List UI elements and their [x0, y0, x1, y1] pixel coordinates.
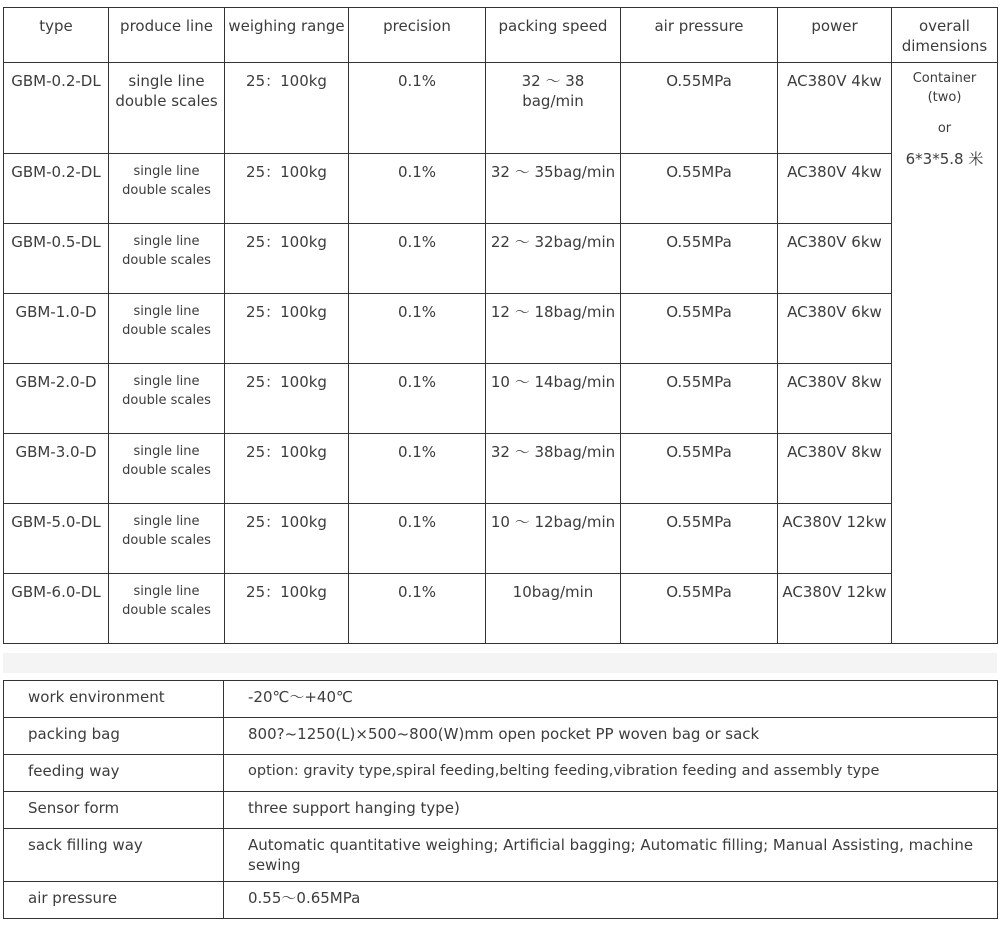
table-row: [4, 224, 998, 294]
property-label: sack filling way: [4, 829, 224, 882]
header-air-pressure: air pressure: [621, 8, 778, 63]
cell-produce-line: single line double scales: [109, 294, 225, 364]
property-label: air pressure: [4, 882, 224, 919]
dimension-line-size: 6*3*5.8 米: [905, 150, 984, 168]
table-row: [4, 574, 998, 644]
header-packing-speed: packing speed: [486, 8, 621, 63]
cell-packing-speed: 10 ～ 12bag/min: [486, 504, 621, 574]
cell-power: AC380V 4kw: [778, 63, 892, 154]
table-row: [4, 434, 998, 504]
cell-produce-line: single line double scales: [109, 434, 225, 504]
property-label: packing bag: [4, 718, 224, 755]
property-value: 800?~1250(L)×500~800(W)mm open pocket PP woven bag or sack: [224, 718, 998, 755]
cell-weighing-range: 25：100kg: [225, 574, 349, 644]
cell-precision: 0.1%: [349, 574, 486, 644]
cell-packing-speed: 32 ～ 35bag/min: [486, 154, 621, 224]
property-value: 0.55～0.65MPa: [224, 882, 998, 919]
cell-air-pressure: O.55MPa: [621, 154, 778, 224]
cell-precision: 0.1%: [349, 364, 486, 434]
cell-precision: 0.1%: [349, 504, 486, 574]
cell-precision: 0.1%: [349, 434, 486, 504]
cell-precision: 0.1%: [349, 294, 486, 364]
cell-packing-speed: 10 ～ 14bag/min: [486, 364, 621, 434]
table-row: [4, 294, 998, 364]
cell-air-pressure: O.55MPa: [621, 364, 778, 434]
cell-weighing-range: 25：100kg: [225, 63, 349, 154]
table-row: [4, 681, 998, 718]
cell-air-pressure: O.55MPa: [621, 434, 778, 504]
cell-type: GBM-1.0-D: [4, 294, 109, 364]
property-value: option: gravity type,spiral feeding,belting feeding,vibration feeding and assembly type: [224, 755, 998, 792]
cell-weighing-range: 25：100kg: [225, 154, 349, 224]
cell-precision: 0.1%: [349, 63, 486, 154]
cell-type: GBM-3.0-D: [4, 434, 109, 504]
cell-type: GBM-6.0-DL: [4, 574, 109, 644]
cell-type: GBM-5.0-DL: [4, 504, 109, 574]
cell-power: AC380V 6kw: [778, 224, 892, 294]
dimension-line-two: (two): [927, 90, 962, 105]
dimension-line-or: or: [937, 121, 952, 136]
cell-packing-speed: 22 ～ 32bag/min: [486, 224, 621, 294]
cell-air-pressure: O.55MPa: [621, 63, 778, 154]
properties-table: [3, 680, 998, 919]
cell-precision: 0.1%: [349, 154, 486, 224]
header-produce-line: produce line: [109, 8, 225, 63]
property-label: Sensor form: [4, 792, 224, 829]
cell-power: AC380V 12kw: [778, 504, 892, 574]
cell-air-pressure: O.55MPa: [621, 224, 778, 294]
cell-produce-line: single line double scales: [109, 224, 225, 294]
cell-air-pressure: O.55MPa: [621, 294, 778, 364]
cell-power: AC380V 4kw: [778, 154, 892, 224]
table-row: [4, 829, 998, 882]
cell-type: GBM-0.5-DL: [4, 224, 109, 294]
property-label: feeding way: [4, 755, 224, 792]
spec-header-row: [4, 8, 998, 63]
table-row: [4, 882, 998, 919]
cell-type: GBM-0.2-DL: [4, 63, 109, 154]
cell-produce-line: single line double scales: [109, 574, 225, 644]
cell-weighing-range: 25：100kg: [225, 434, 349, 504]
table-row: [4, 718, 998, 755]
cell-weighing-range: 25：100kg: [225, 504, 349, 574]
table-row: [4, 504, 998, 574]
property-value: Automatic quantitative weighing; Artificial bagging; Automatic filling; Manual Assisting, machine sewing: [224, 829, 998, 882]
header-weighing-range: weighing range: [225, 8, 349, 63]
property-label: work environment: [4, 681, 224, 718]
table-row: [4, 364, 998, 434]
cell-weighing-range: 25：100kg: [225, 294, 349, 364]
cell-produce-line: single line double scales: [109, 504, 225, 574]
cell-produce-line: single line double scales: [109, 63, 225, 154]
cell-air-pressure: O.55MPa: [621, 574, 778, 644]
cell-type: GBM-2.0-D: [4, 364, 109, 434]
cell-precision: 0.1%: [349, 224, 486, 294]
table-row: [4, 63, 998, 154]
cell-power: AC380V 12kw: [778, 574, 892, 644]
table-row: [4, 755, 998, 792]
cell-type: GBM-0.2-DL: [4, 154, 109, 224]
property-value: three support hanging type): [224, 792, 998, 829]
cell-power: AC380V 8kw: [778, 364, 892, 434]
cell-packing-speed: 12 ～ 18bag/min: [486, 294, 621, 364]
cell-overall-dimensions: [892, 63, 998, 644]
cell-power: AC380V 8kw: [778, 434, 892, 504]
cell-produce-line: single line double scales: [109, 364, 225, 434]
cell-weighing-range: 25：100kg: [225, 224, 349, 294]
spec-table: [3, 7, 998, 644]
cell-produce-line: single line double scales: [109, 154, 225, 224]
header-precision: precision: [349, 8, 486, 63]
property-value: -20℃～+40℃: [224, 681, 998, 718]
cell-packing-speed: 32 ～ 38 bag/min: [486, 63, 621, 154]
header-overall-dimensions: overall dimensions: [892, 8, 998, 63]
dimension-line-container: Container: [912, 71, 977, 86]
cell-packing-speed: 10bag/min: [486, 574, 621, 644]
cell-weighing-range: 25：100kg: [225, 364, 349, 434]
section-divider: [3, 653, 997, 673]
cell-packing-speed: 32 ～ 38bag/min: [486, 434, 621, 504]
cell-air-pressure: O.55MPa: [621, 504, 778, 574]
table-row: [4, 792, 998, 829]
header-type: type: [4, 8, 109, 63]
header-power: power: [778, 8, 892, 63]
cell-power: AC380V 6kw: [778, 294, 892, 364]
table-row: [4, 154, 998, 224]
